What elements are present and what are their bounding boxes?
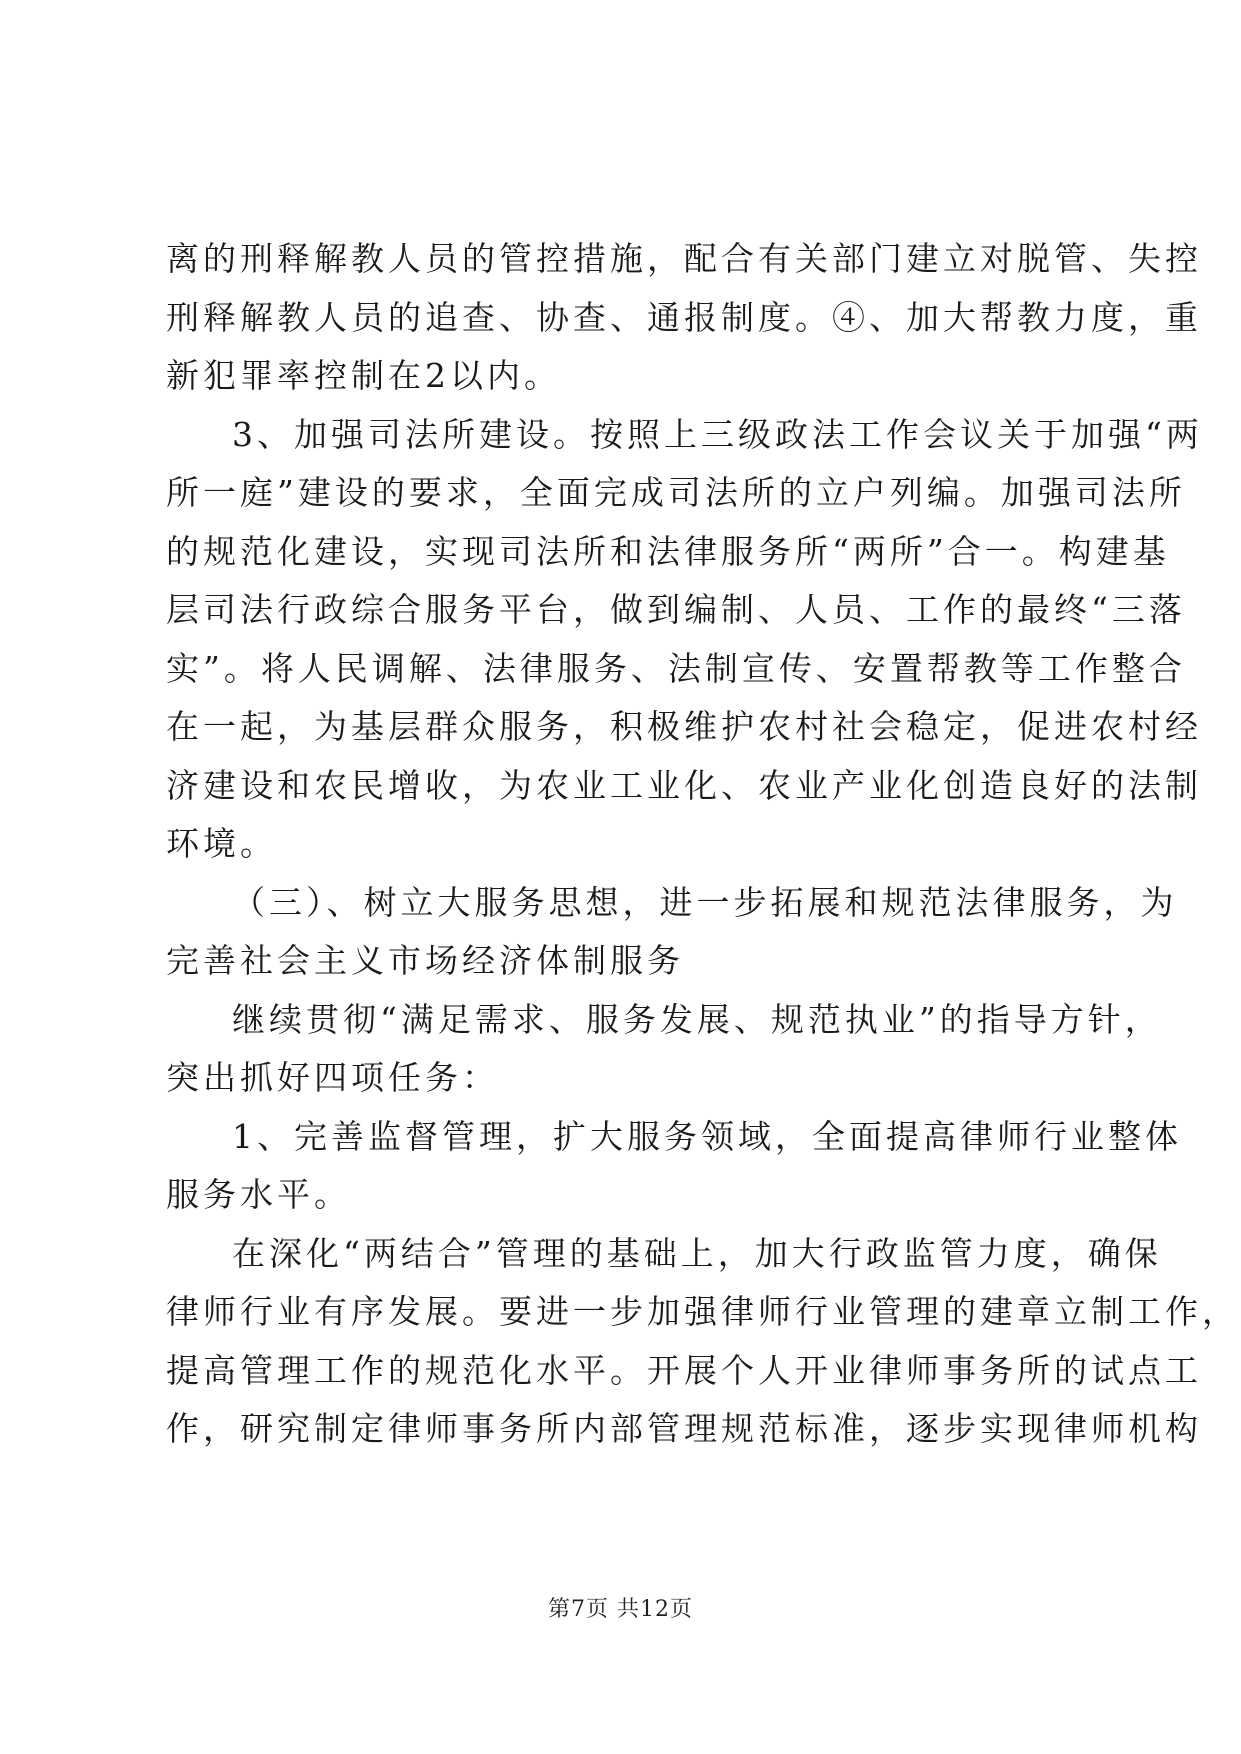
section-heading-line-2: 完善社会主义市场经济体制服务 [166,941,684,980]
text-line-8: 实”。将人民调解、法律服务、法制宣传、安置帮教等工作整合 [166,648,1186,688]
text-line-17: 服务水平。 [166,1175,351,1214]
page-number-footer: 第7页 共12页 [548,1597,693,1622]
section-heading-line-1: （三）、树立大服务思想，进一步拓展和规范法律服务，为 [232,882,1178,922]
text-line-2: 刑释解教人员的追查、协查、通报制度。④、加大帮教力度，重 [166,297,1202,337]
document-body [166,230,1239,1459]
text-line-15: 突出抓好四项任务： [166,1058,499,1097]
text-line-21: 作，研究制定律师事务所内部管理规范标准，逐步实现律师机构 [166,1409,1202,1448]
text-line-20: 提高管理工作的规范化水平。开展个人开业律师事务所的试点工 [166,1350,1202,1390]
text-line-18: 在深化“两结合”管理的基础上，加大行政监管力度，确保 [232,1233,1162,1273]
text-line-5: 所一庭”建设的要求，全面完成司法所的立户列编。加强司法所 [166,473,1186,512]
text-line-1: 离的刑释解教人员的管控措施，配合有关部门建立对脱管、失控 [166,239,1202,278]
text-line-16: 1、完善监督管理，扩大服务领域，全面提高律师行业整体 [232,1116,1182,1156]
text-line-3: 新犯罪率控制在2以内。 [166,356,561,395]
text-line-6: 的规范化建设，实现司法所和法律服务所“两所”合一。构建基 [166,531,1170,571]
text-line-19: 律师行业有序发展。要进一步加强律师行业管理的建章立制工作， [166,1292,1239,1331]
text-line-10: 济建设和农民增收，为农业工业化、农业产业化创造良好的法制 [166,765,1202,805]
text-line-4: 3、加强司法所建设。按照上三级政法工作会议关于加强“两 [232,414,1203,454]
text-line-11: 环境。 [166,824,277,863]
text-line-7: 层司法行政综合服务平台，做到编制、人员、工作的最终“三落 [166,590,1186,629]
text-line-14: 继续贯彻“满足需求、服务发展、规范执业”的指导方针， [232,999,1162,1039]
text-line-9: 在一起，为基层群众服务，积极维护农村社会稳定，促进农村经 [166,707,1202,746]
